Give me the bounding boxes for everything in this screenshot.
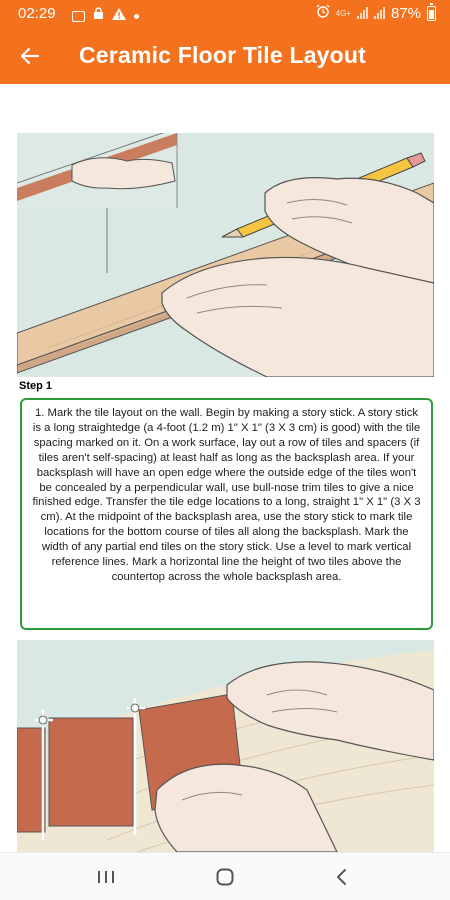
marking-story-stick-illustration bbox=[17, 133, 434, 377]
back-button[interactable] bbox=[14, 40, 46, 72]
network-label: 4G+ bbox=[335, 8, 351, 18]
status-bar bbox=[0, 0, 450, 28]
step-description: 1. Mark the tile layout on the wall. Begin by making a story stick. A story stick is a long straightedge (a 4-foot (1.2 m) 1" X 1" (3 X 3 cm) is good) with the tile spacing marked on it. On a work surface, lay out a row of tiles and spacers (if tiles aren't self-spacing) at least half as long as the backsplash area. If your backsplash will have an open edge where the outside edge of the tiles won't be concealed by a perpendicular wall, use bull-nose trim tiles to give a nice finished edge. Transfer the tile edge locations to a long, straight 1" X 1" (3 X 3 cm). At the midpoint of the backsplash area, use the story stick to mark tile locations for the bottom course of tiles all along the backsplash. Mark the width of any partial end tiles on the story stick. Use a level to mark vertical reference lines. Mark a horizontal line the height of two tiles above the countertop across the whole backsplash area. bbox=[32, 407, 421, 583]
home-button[interactable] bbox=[205, 863, 245, 891]
status-time: 02:29 bbox=[18, 5, 56, 22]
warning-icon bbox=[112, 7, 126, 25]
status-right bbox=[316, 4, 436, 22]
image-icon bbox=[72, 11, 85, 22]
recent-apps-icon bbox=[96, 869, 116, 885]
signal-icon bbox=[357, 7, 368, 19]
battery-icon bbox=[427, 6, 436, 21]
placing-tiles-with-spacers-illustration bbox=[17, 640, 434, 852]
dot-icon bbox=[134, 14, 139, 19]
step-description-box bbox=[20, 398, 433, 630]
back-nav-button[interactable] bbox=[322, 863, 362, 891]
battery-percent: 87% bbox=[390, 4, 421, 22]
alarm-icon bbox=[316, 4, 330, 22]
notification-icons bbox=[72, 7, 139, 25]
content-area[interactable] bbox=[0, 84, 450, 852]
step-label: Step 1 bbox=[19, 380, 53, 392]
recent-apps-button[interactable] bbox=[86, 863, 126, 891]
navigation-bar bbox=[0, 852, 450, 900]
home-icon bbox=[215, 867, 235, 887]
lock-icon bbox=[93, 7, 104, 25]
back-icon bbox=[335, 868, 349, 886]
signal-icon-2 bbox=[374, 7, 385, 19]
app-bar bbox=[0, 28, 450, 84]
arrow-left-icon bbox=[20, 46, 40, 66]
page-title: Ceramic Floor Tile Layout bbox=[79, 42, 367, 68]
